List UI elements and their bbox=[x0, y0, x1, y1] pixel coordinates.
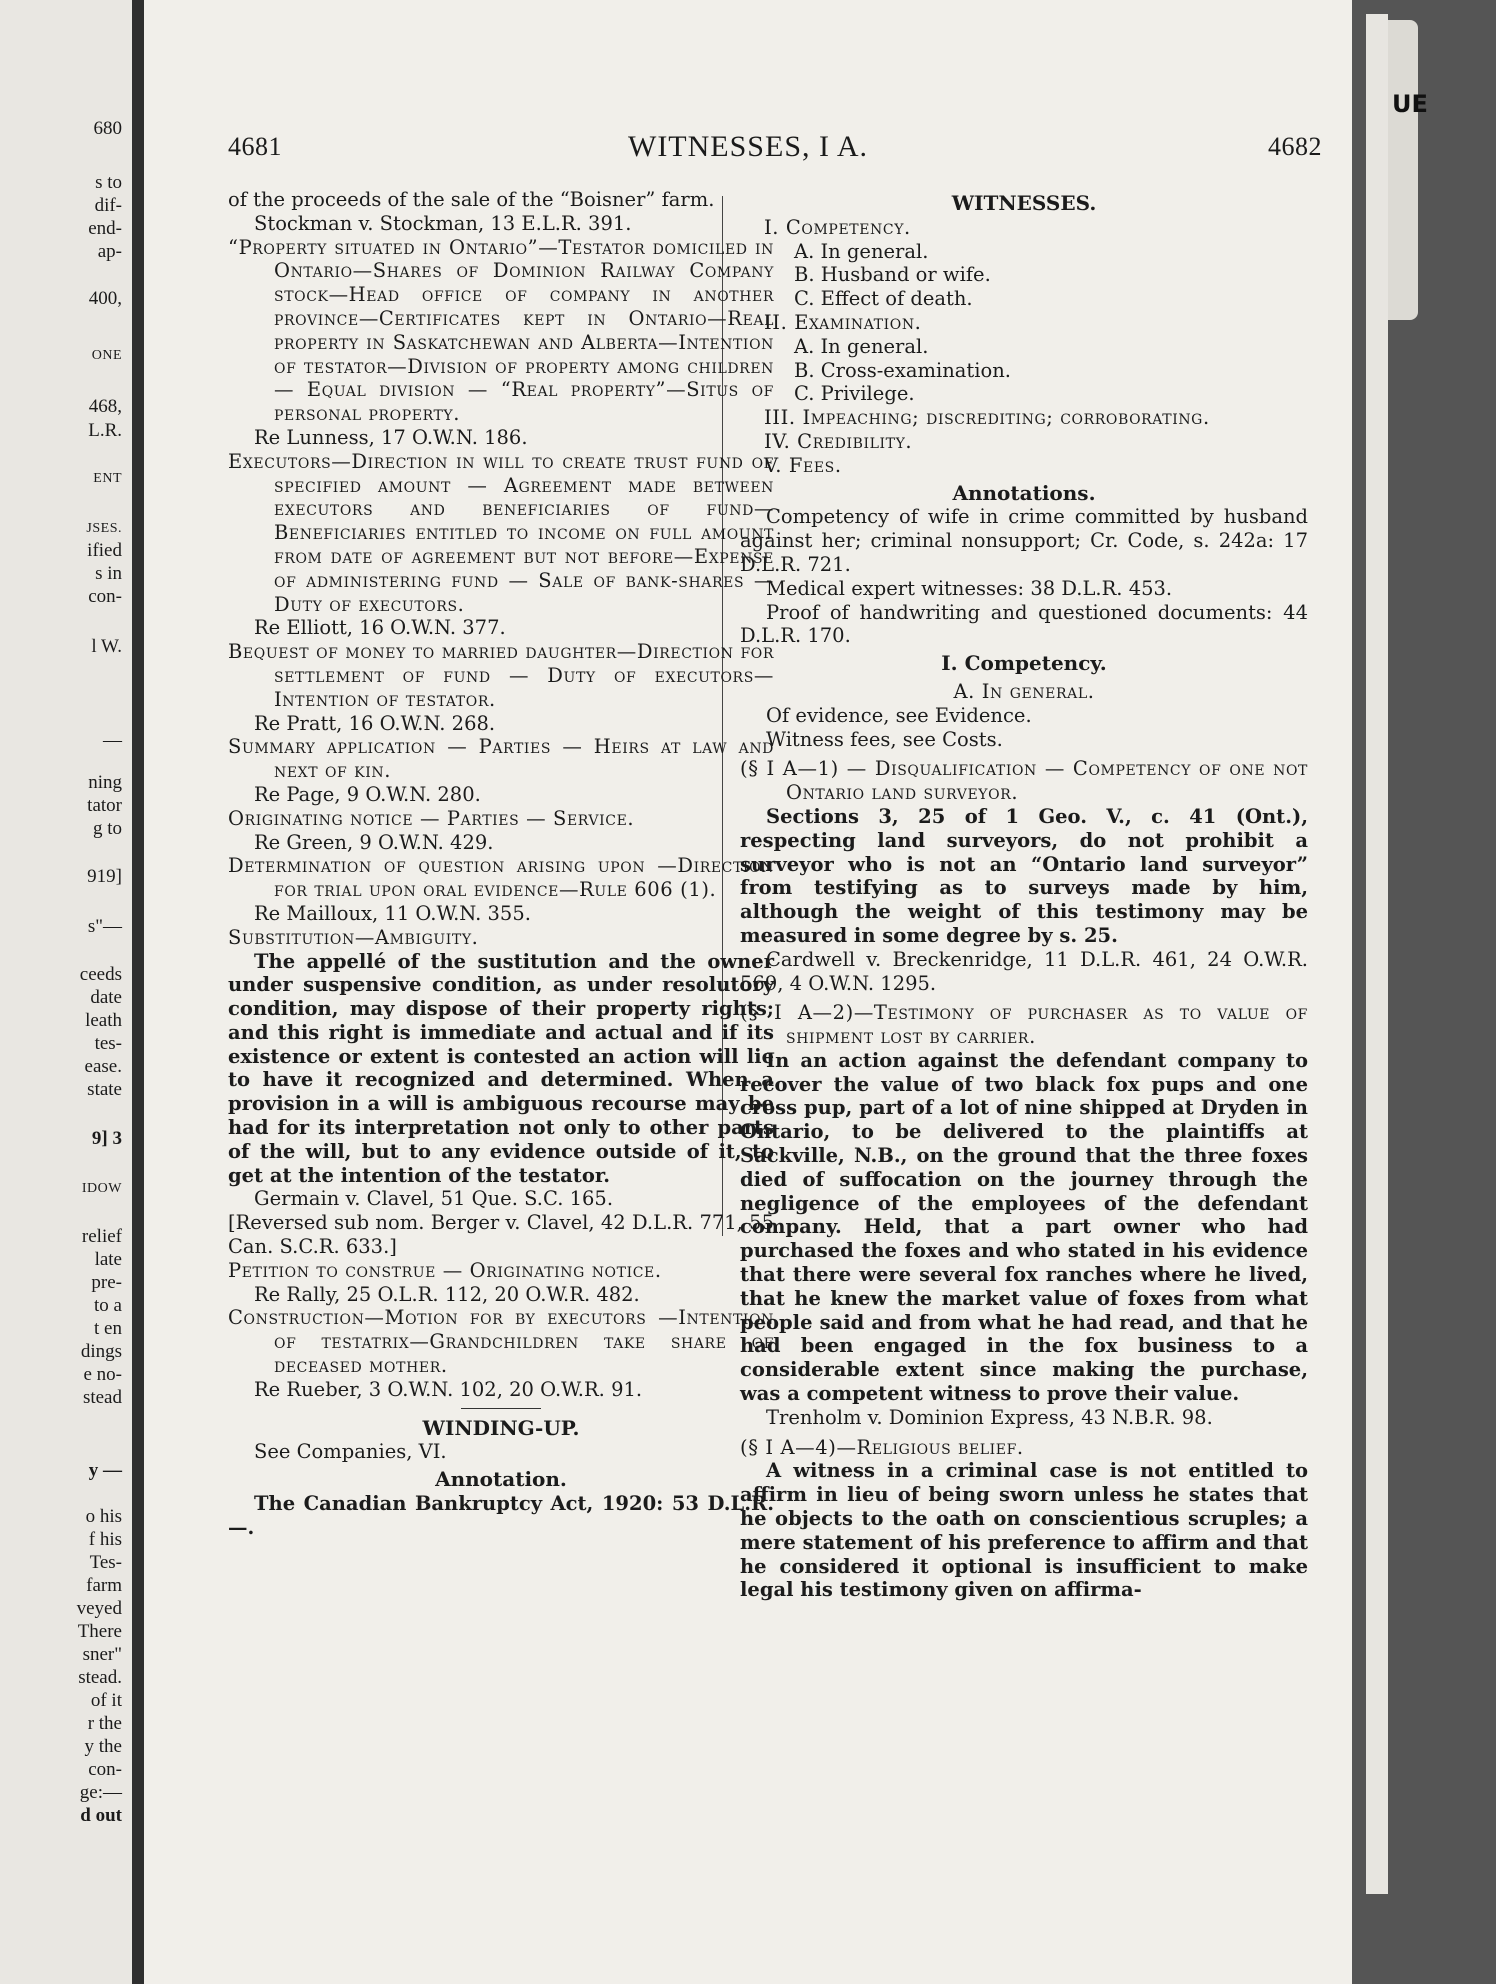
previous-page-fragment: d out bbox=[80, 1805, 122, 1826]
section-rule bbox=[461, 1408, 541, 1409]
left-column bbox=[228, 188, 774, 1540]
book-page bbox=[144, 0, 1352, 1984]
previous-page-fragment: of it bbox=[90, 1690, 122, 1711]
previous-page-fragment: e no- bbox=[83, 1364, 122, 1385]
text-paragraph: of the proceeds of the sale of the “Boisner” farm. bbox=[228, 188, 715, 211]
previous-page-fragment: s to bbox=[95, 172, 122, 193]
entry-headnote: (§ I A—1) — Disqualification — Competency of one not Ontario land surveyor. bbox=[740, 757, 1308, 805]
previous-page-fragment: ge:— bbox=[79, 1782, 122, 1803]
previous-page-fragment: sner" bbox=[82, 1644, 122, 1665]
case-summary: The Canadian Bankruptcy Act, 1920: 53 D.L.R. —. bbox=[228, 1492, 774, 1539]
entry-citation: Cardwell v. Breckenridge, 11 D.L.R. 461, 24 O.W.R. 569, 4 O.W.N. 1295. bbox=[740, 947, 1308, 995]
annotation-item: Proof of handwriting and questioned documents: 44 D.L.R. 170. bbox=[740, 600, 1308, 648]
page-number-left: 4681 bbox=[228, 132, 282, 161]
article-title: WITNESSES. bbox=[951, 191, 1097, 215]
case-citation: Re Pratt, 16 O.W.N. 268. bbox=[254, 711, 496, 735]
previous-page-fragment: stead. bbox=[78, 1667, 122, 1688]
annotations-title: Annotations. bbox=[952, 480, 1096, 505]
previous-page-fragment: con- bbox=[88, 586, 122, 607]
entry-body: Sections 3, 25 of 1 Geo. V., c. 41 (Ont.), respecting land surveyors, do not prohibit a surveyor who is not an “Ontario land surveyor” from testifying as to surveys made by him, although the weight of this testimony may be measured in some degree by s. 25. bbox=[740, 804, 1308, 947]
previous-page-fragment: farm bbox=[86, 1575, 122, 1596]
previous-page-fragment: ONE bbox=[91, 348, 122, 363]
outline-item: II. Examination. bbox=[764, 310, 922, 334]
previous-page-fragment: con- bbox=[88, 1759, 122, 1780]
previous-page-fragment: to a bbox=[94, 1295, 122, 1316]
headnote: Petition to construe — Originating notice. bbox=[228, 1258, 662, 1282]
annotation-item: Competency of wife in crime committed by husband against her; criminal nonsupport; Cr. Code, s. 242a: 17 D.L.R. 721. bbox=[740, 505, 1308, 576]
previous-page-fragment: Tes- bbox=[89, 1552, 122, 1573]
entry-body: A witness in a criminal case is not entitled to affirm in lieu of being sworn unless he states that he objects to the oath on conscientious scruples; a mere statement of his preference to affirm and that he considered it optional is insufficient to make legal his testimony given on affirma- bbox=[740, 1459, 1308, 1602]
headnote: Construction—Motion for by executors —Intention of testatrix—Grandchildren take share of deceased mother. bbox=[228, 1306, 774, 1378]
previous-page-fragment: 919] bbox=[87, 866, 122, 887]
previous-page-fragment: — bbox=[103, 730, 122, 751]
previous-page-fragment: ap- bbox=[97, 241, 122, 262]
next-page-edge bbox=[1352, 0, 1496, 1984]
entry-headnote: (§ I A—4)—Religious belief. bbox=[740, 1435, 1024, 1459]
section-heading: Annotation. bbox=[435, 1467, 567, 1492]
case-citation: Re Page, 9 O.W.N. 280. bbox=[254, 782, 481, 806]
previous-page-fragment: g to bbox=[92, 818, 122, 839]
case-entries bbox=[740, 757, 1308, 1602]
outline bbox=[740, 216, 1308, 478]
previous-page-fragment: 400, bbox=[88, 288, 122, 309]
previous-page-fragment: L.R. bbox=[88, 420, 122, 441]
previous-page-fragment: 9] 3 bbox=[91, 1128, 122, 1149]
running-head-title: WITNESSES, I A. bbox=[628, 130, 868, 163]
previous-page-fragment: JSES. bbox=[86, 521, 122, 536]
previous-page-fragment: date bbox=[90, 987, 122, 1008]
previous-page-fragment: l W. bbox=[91, 636, 122, 657]
case-summary: The appellé of the sustitution and the owner under suspensive condition, as under resolutory condition, may dispose of their property rights; and this right is immediate and actual and if its existence or extent is contested an action will lie to have it recognized and determined. When a provision in a will is ambiguous recourse may be had for its interpretation not only to other parts of the will, but to any evidence outside of it, to get at the intention of the testator. bbox=[228, 949, 774, 1187]
headnote: “Property situated in Ontario”—Testator domiciled in Ontario—Shares of Dominion Railway Company stock—Head office of company in another province—Certificates kept in Ontario—Real property in Saskatchewan and Alberta—Intention of testator—Division of property among children — Equal division — “Real property”—Situs of personal property. bbox=[228, 235, 774, 426]
headnote: Executors—Direction in will to create trust fund of specified amount — Agreement made between executors and beneficiaries of fund—Beneficiaries entitled to income on full amount from date of agreement but not before—Expense of administering fund — Sale of bank-shares — Duty of executors. bbox=[228, 449, 774, 616]
outline-item: B. Cross-examination. bbox=[794, 358, 1011, 382]
previous-page-fragment: ENT bbox=[93, 471, 122, 486]
entry-body: In an action against the defendant company to recover the value of two black fox pups and one cross pup, part of a lot of nine shipped at Dryden in Ontario, to be delivered to the plaintiffs at Sackville, N.B., on the ground that the three foxes died of suffocation on the journey through the negligence of the employees of the defendant company. Held, that a part owner who had purchased the foxes and who stated in his evidence that there were several fox ranches where he lived, that he knew the market value of foxes from what people said and from what he had read, and that he had been engaged in the fox business to a considerable extent since making the purchase, was a competent witness to prove their value. bbox=[740, 1048, 1308, 1406]
previous-page-fragment: There bbox=[77, 1621, 122, 1642]
outline-item: IV. Credibility. bbox=[764, 429, 913, 453]
case-citation: Stockman v. Stockman, 13 E.L.R. 391. bbox=[254, 211, 632, 235]
outline-item: III. Impeaching; discrediting; corroborating. bbox=[764, 406, 1210, 430]
previous-page-fragment: y the bbox=[84, 1736, 122, 1757]
previous-page-fragment: end- bbox=[88, 218, 122, 239]
outline-item: B. Husband or wife. bbox=[794, 263, 991, 287]
outline-item: I. Competency. bbox=[764, 215, 911, 239]
previous-page-fragment: r the bbox=[87, 1713, 122, 1734]
annotation-item: Medical expert witnesses: 38 D.L.R. 453. bbox=[766, 576, 1173, 600]
case-citation: Re Lunness, 17 O.W.N. 186. bbox=[254, 425, 528, 449]
case-citation: Re Rally, 25 O.L.R. 112, 20 O.W.R. 482. bbox=[254, 1282, 640, 1306]
case-citation: See Companies, VI. bbox=[254, 1440, 447, 1464]
previous-page-fragment: pre- bbox=[91, 1272, 122, 1293]
outline-item: A. In general. bbox=[794, 334, 929, 358]
section-heading: WINDING-UP. bbox=[422, 1415, 580, 1440]
outline-item: C. Privilege. bbox=[794, 382, 915, 406]
case-citation: Germain v. Clavel, 51 Que. S.C. 165. bbox=[254, 1187, 614, 1211]
case-citation: Re Elliott, 16 O.W.N. 377. bbox=[254, 616, 506, 640]
right-column bbox=[740, 188, 1308, 1602]
previous-page-fragment: dings bbox=[80, 1341, 122, 1362]
previous-page-fragment: y — bbox=[88, 1460, 122, 1481]
previous-page-fragment: 680 bbox=[93, 118, 122, 139]
previous-page-fragment: ease. bbox=[84, 1056, 122, 1077]
cross-references bbox=[740, 704, 1308, 752]
book-gutter bbox=[132, 0, 144, 1984]
previous-page-fragment: relief bbox=[81, 1226, 122, 1247]
previous-page-fragment: leath bbox=[85, 1010, 122, 1031]
previous-page-fragment: s in bbox=[95, 563, 122, 584]
headnote: Bequest of money to married daughter—Direction for settlement of fund — Duty of executors—Intention of testator. bbox=[228, 640, 774, 711]
cross-reference: Of evidence, see Evidence. bbox=[766, 703, 1032, 727]
case-citation: Re Rueber, 3 O.W.N. 102, 20 O.W.R. 91. bbox=[254, 1377, 643, 1401]
entry-headnote: (§ I A—2)—Testimony of purchaser as to value of shipment lost by carrier. bbox=[740, 1001, 1308, 1049]
page-number-right: 4682 bbox=[1268, 132, 1322, 161]
annotations-list bbox=[740, 505, 1308, 648]
thumb-index-label: UE bbox=[1392, 90, 1428, 118]
previous-page-fragment: IDOW bbox=[81, 1181, 122, 1196]
previous-page-fragment: late bbox=[94, 1249, 122, 1270]
case-citation: Re Green, 9 O.W.N. 429. bbox=[254, 830, 494, 854]
outline-item: V. Fees. bbox=[764, 453, 842, 477]
previous-page-fragment: ning bbox=[88, 772, 122, 793]
previous-page-fragment: veyed bbox=[76, 1598, 122, 1619]
headnote: Summary application — Parties — Heirs at law and next of kin. bbox=[228, 735, 774, 783]
thumb-index-tab bbox=[1388, 20, 1418, 320]
previous-page-fragment: dif- bbox=[94, 195, 122, 216]
previous-page-edge bbox=[0, 0, 132, 1984]
page-edge-strip bbox=[1366, 14, 1388, 1894]
previous-page-fragment: ified bbox=[87, 540, 122, 561]
outline-item: C. Effect of death. bbox=[794, 287, 973, 311]
previous-page-fragment: state bbox=[87, 1079, 122, 1100]
previous-page-fragment: o his bbox=[85, 1506, 122, 1527]
headnote: Originating notice — Parties — Service. bbox=[228, 806, 635, 830]
headnote: Substitution—Ambiguity. bbox=[228, 925, 479, 949]
section-title: I. Competency. bbox=[941, 651, 1107, 676]
previous-page-fragment: ceeds bbox=[79, 964, 122, 985]
outline-item: A. In general. bbox=[794, 239, 929, 263]
cross-reference: Witness fees, see Costs. bbox=[766, 727, 1003, 751]
previous-page-fragment: s"— bbox=[87, 916, 122, 937]
text-paragraph: [Reversed sub nom. Berger v. Clavel, 42 D.L.R. 771, 55 Can. S.C.R. 633.] bbox=[228, 1211, 774, 1259]
case-citation: Re Mailloux, 11 O.W.N. 355. bbox=[254, 901, 531, 925]
previous-page-fragment: f his bbox=[88, 1529, 122, 1550]
subsection-title: A. In general. bbox=[953, 679, 1095, 703]
entry-citation: Trenholm v. Dominion Express, 43 N.B.R. 98. bbox=[766, 1405, 1213, 1429]
previous-page-fragment: tator bbox=[87, 795, 122, 816]
headnote: Determination of question arising upon —Direction for trial upon oral evidence—Rule 606 (1). bbox=[228, 854, 774, 902]
previous-page-fragment: 468, bbox=[88, 396, 122, 417]
previous-page-fragment: t en bbox=[94, 1318, 122, 1339]
previous-page-fragment: stead bbox=[82, 1387, 122, 1408]
previous-page-fragment: tes- bbox=[94, 1033, 122, 1054]
